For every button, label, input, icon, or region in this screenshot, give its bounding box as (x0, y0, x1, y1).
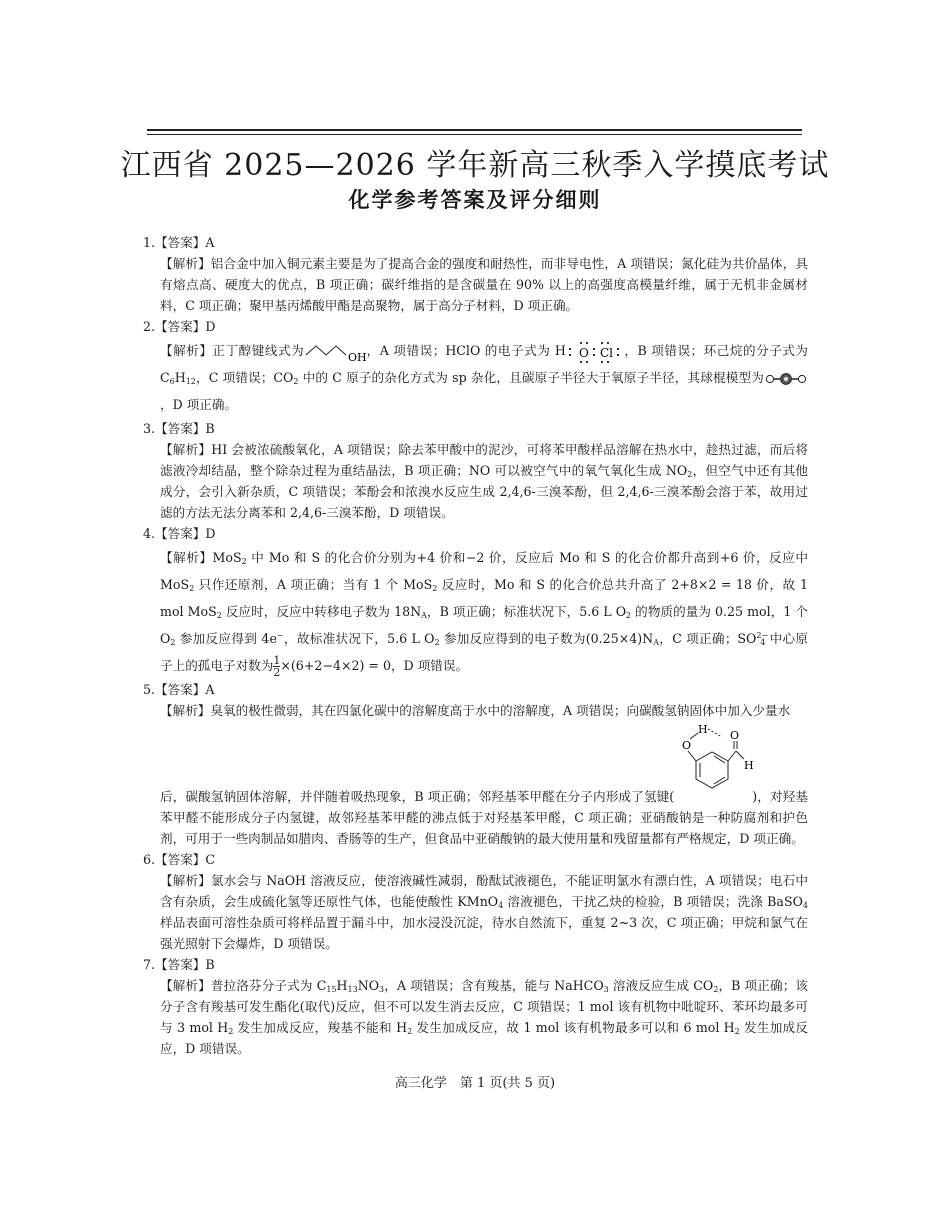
salicylaldehyde-structure-icon (674, 721, 752, 807)
q4-explanation (143, 544, 808, 679)
oh-label: OH (348, 350, 367, 364)
q7-sub: 3 (379, 985, 385, 994)
q6-answer: 6.【答案】C (143, 852, 216, 867)
o-atom-label: O (682, 739, 692, 752)
q4-sup: 2− (756, 630, 769, 640)
fraction-denominator: 2 (273, 666, 281, 679)
q4-text: 反应时，Mo 和 S 的化合价总共升高了 2+8×2 = 18 价，故 1 mol MoS (160, 577, 808, 619)
q4-text: 参加反应得到 4e (175, 631, 277, 646)
q2-explanation (143, 337, 808, 418)
answer-content (143, 232, 808, 1059)
hclo-electron-formula-icon (566, 340, 624, 364)
q7-text: ，B 项正确；该分子含有羧基可发生酯化(取代)反应，但不可以发生消去反应，C 项错误；1 mol 该有机物中吡啶环、苯环均最多可与 3 mol H (160, 978, 809, 1035)
q2-sub: 12 (185, 377, 196, 386)
q3-answer: 3.【答案】B (143, 421, 215, 436)
q4-sub: 2 (241, 557, 247, 566)
q3-text-1: 【解析】HI 会被浓硫酸氧化，A 项错误；除去苯甲酸中的泥沙，可将苯甲酸样品溶解在热水中，趁热过滤，而后将滤液冷却结晶，整个除杂过程为重结晶法，B 项正确；NO 可以被空气中的氧气氧化生成 NO (160, 442, 808, 478)
q2-text-2: ，A 项错误；HClO 的电子式为 H (366, 343, 566, 358)
q6-sub: 4 (498, 901, 504, 910)
q7-text: H (336, 978, 348, 993)
q3-text-2: ，但空气中还有其他成分，会引入新杂质，C 项错误；苯酚会和浓溴水反应生成 2,4,6-三溴苯酚，但 2,4,6-三溴苯酚会溶于苯，故用过滤的方法无法分离苯和 2,4,6-三溴苯酚，D 项错误。 (160, 463, 809, 520)
q4-sup: − (276, 630, 284, 640)
q4-text: 反应时，反应中转移电子数为 18N (221, 604, 422, 619)
q2-sub: 2 (293, 377, 299, 386)
q1-answer: 1.【答案】A (143, 235, 215, 250)
q4-sub: 2 (216, 611, 222, 620)
q6-text: 样品表面可溶性杂质可将样品置于漏斗中，加水浸没沉淀，待水自然流下，重复 2~3 次，C 项正确；甲烷和氯气在强光照射下会爆炸，D 项错误。 (160, 915, 808, 951)
q4-text: ×(6+2−4×2) = 0，D 项错误。 (280, 658, 469, 673)
q7-text: 【解析】普拉洛芬分子式为 C (160, 978, 327, 993)
page-subtitle: 化学参考答案及评分细则 (348, 188, 602, 212)
q7-text: NO (357, 978, 380, 993)
q4-text: ，故标准状况下，5.6 L O (283, 631, 435, 646)
q6-explanation (143, 870, 808, 954)
q4-text: 的物质的量为 0.25 mol，1 个 O (160, 604, 808, 646)
q5-explanation (143, 700, 808, 849)
q4-sub: 4 (760, 638, 766, 647)
q5-answer: 5.【答案】A (143, 682, 215, 697)
q4-text: 中心原子上的孤电子对数为 (160, 631, 808, 673)
fraction-numerator: 1 (273, 654, 281, 667)
q7-sub: 3 (603, 985, 609, 994)
q4-text: 中 Mo 和 S 的化合价分别为+4 价和−2 价，反应后 Mo 和 S 的化合价都升高到+6 价，反应中 MoS (160, 550, 808, 592)
q7-answer: 7.【答案】B (143, 957, 215, 972)
q2-text-6: ，D 项正确。 (160, 397, 238, 412)
cl-atom-label: Cl (599, 345, 613, 360)
q4-sub: 2 (170, 638, 176, 647)
q2-text-3: ，B 项错误；环己烷的分子式为 C (160, 343, 808, 385)
q7-sub: 13 (347, 985, 358, 994)
q7-sub: 2 (734, 1027, 740, 1036)
o-atom-label: O (578, 345, 589, 360)
q7-text: 发生加成反应，D 项错误。 (160, 1020, 808, 1056)
q4-text: ，C 项正确；SO (658, 631, 757, 646)
q4-sub: 2 (432, 584, 438, 593)
butanol-skeletal-icon (304, 341, 366, 363)
page-footer: 高三化学 第 1 页(共 5 页) (394, 1076, 556, 1091)
q4-sub: 2 (189, 584, 195, 593)
header-rule-thin (147, 134, 802, 135)
q2-text-4: ，C 项错误；CO (195, 370, 294, 385)
co2-ball-stick-icon (764, 372, 808, 386)
q7-sub: 2 (407, 1027, 413, 1036)
q7-text: 发生加成反应，羧基不能和 H (233, 1020, 408, 1035)
q4-sub: A (653, 638, 659, 647)
h-atom-label: H (698, 723, 708, 736)
page-title: 江西省 2025—2026 学年新高三秋季入学摸底考试 (120, 148, 830, 183)
q4-text: 只作还原剂，A 项正确；当有 1 个 MoS (194, 577, 433, 592)
q4-sub: 2 (434, 638, 440, 647)
q3-sub: 2 (687, 470, 693, 479)
o-atom-label: O (730, 729, 740, 742)
q6-sub: 4 (802, 901, 808, 910)
q4-text: 【解析】MoS (160, 550, 242, 565)
q7-text: 溶液反应生成 CO (608, 978, 714, 993)
q4-text: 参加反应得到的电子数为(0.25×4)N (439, 631, 654, 646)
q6-text: 【解析】氯水会与 NaOH 溶液反应，使溶液碱性减弱，酚酞试液褪色，不能证明氯水有漂白性，A 项错误；电石中含有杂质，会生成硫化氢等还原性气体，也能使酸性 KMnO (160, 873, 808, 909)
q7-text: ，A 项错误；含有羧基，能与 NaHCO (384, 978, 604, 993)
q6-text: 溶液褪色，干扰乙炔的检验，B 项错误；洗涤 BaSO (503, 894, 803, 909)
header-rule (147, 129, 802, 131)
q2-text-5: 中的 C 原子的杂化方式为 sp 杂化，且碳原子半径大于氧原子半径，其球棍模型为 (298, 370, 764, 385)
q5-text-3: )，对羟基苯甲醛不能形成分子内氢键，故邻羟基苯甲醛的沸点低于对羟基苯甲醛，C 项正确；亚硝酸钠是一种防腐剂和护色剂，可用于一些肉制品如腊肉、香肠等的生产，但食品中亚硝酸钠的最大使用量和残留量都有严格规定，D 项正确。 (160, 789, 808, 846)
q2-text-1: 【解析】正丁醇键线式为 (160, 343, 305, 358)
q3-explanation (143, 439, 808, 523)
q2-text-h: H (174, 370, 186, 385)
q7-text: 发生加成反应，故 1 mol 该有机物最多可以和 6 mol H (412, 1020, 735, 1035)
q4-text: ，B 项正确；标准状况下，5.6 L O (426, 604, 627, 619)
q7-sub: 15 (326, 985, 337, 994)
q2-sub: 6 (169, 377, 175, 386)
h-atom-label: H (744, 759, 754, 772)
q7-sub: 2 (228, 1027, 234, 1036)
q2-answer: 2.【答案】D (143, 319, 216, 334)
q4-sub: A (421, 611, 427, 620)
q7-sub: 2 (713, 985, 719, 994)
q4-answer: 4.【答案】D (143, 526, 216, 541)
q1-explanation: 【解析】铝合金中加入铜元素主要是为了提高合金的强度和耐热性，而非导电性，A 项错误；氮化硅为共价晶体，具有熔点高、硬度大的优点，B 项正确；碳纤维指的是含碳量在 90% 以上的高强度高模量纤维，属于无机非金属材料，C 项正确；聚甲基丙烯酸甲酯是高聚物，属于高分子材料，D 项正确。 (160, 256, 808, 313)
q4-sub: 2 (626, 611, 632, 620)
q7-explanation (143, 975, 808, 1059)
q5-text-1: 【解析】臭氧的极性微弱，其在四氯化碳中的溶解度高于水中的溶解度，A 项错误；向碳酸氢钠固体中加入少量水 (160, 703, 791, 718)
q5-text-2: 后，碳酸氢钠固体溶解，并伴随着吸热现象，B 项正确；邻羟基苯甲醛在分子内形成了氢键( (160, 789, 675, 804)
